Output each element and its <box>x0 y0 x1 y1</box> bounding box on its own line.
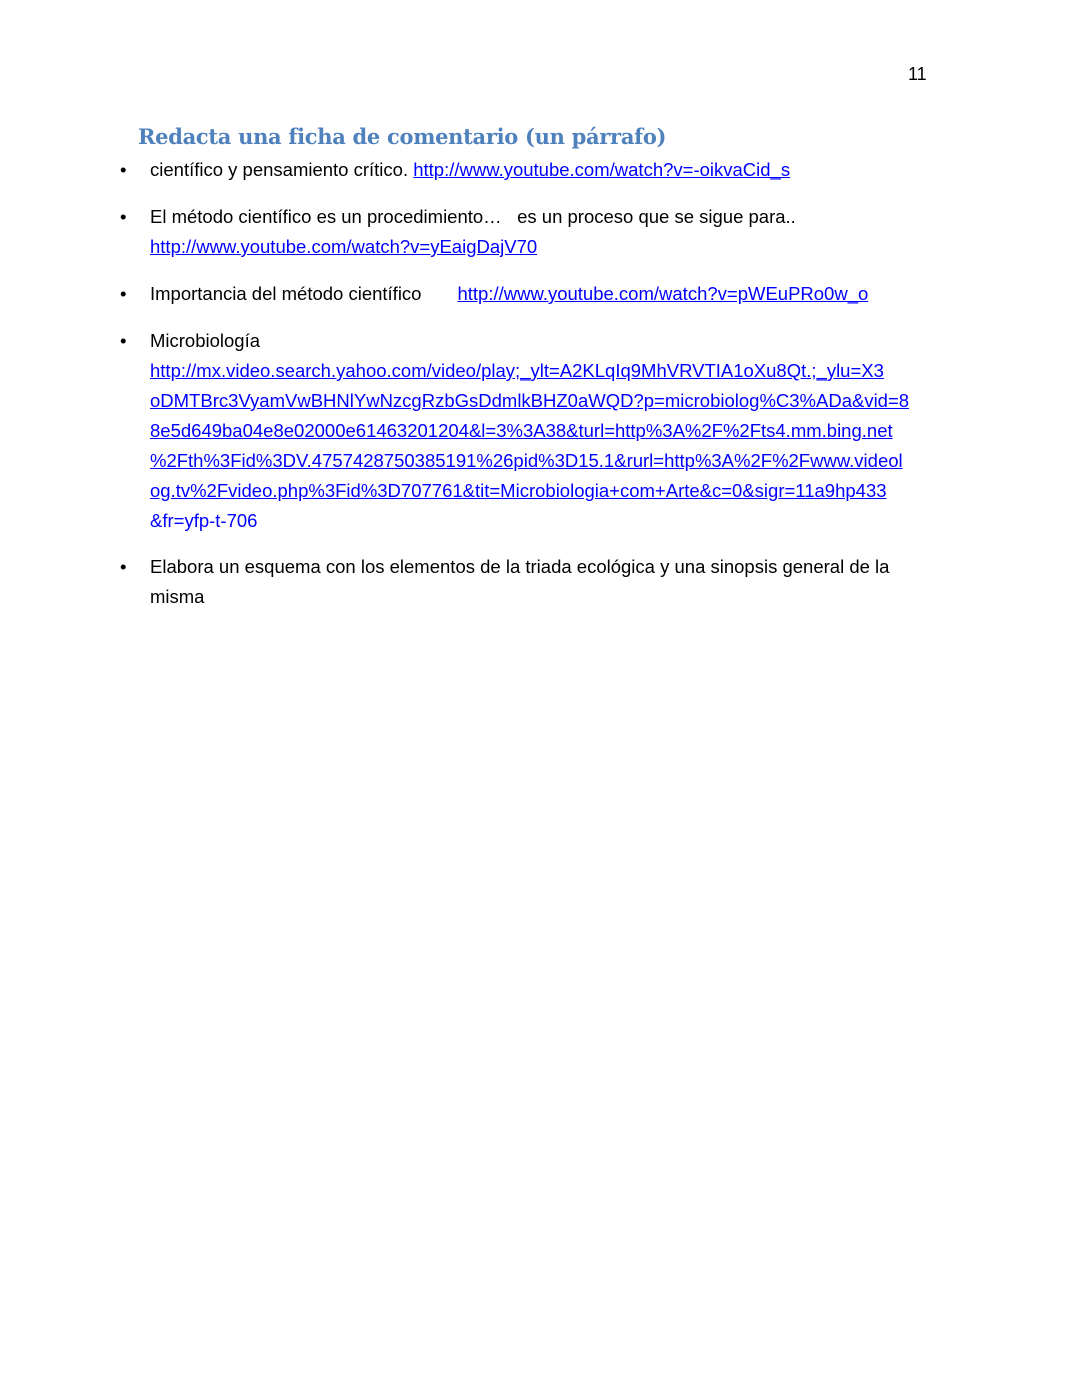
youtube-link[interactable]: http://www.youtube.com/watch?v=-oikvaCid_s <box>413 159 791 180</box>
link-line[interactable]: oDMTBrc3VyamVwBHNlYwNzcgRzbGsDdmlkBHZ0aWQD?p=microbiolog%C3%ADa&vid=8 <box>150 390 910 411</box>
list-item <box>120 552 889 612</box>
list-item <box>120 202 796 262</box>
link-line[interactable]: %2Fth%3Fid%3DV.4757428750385191%26pid%3D15.1&rurl=http%3A%2F%2Fwww.videol <box>150 450 903 471</box>
link-line[interactable]: 8e5d649ba04e8e02000e61463201204&l=3%3A38&turl=http%3A%2F%2Fts4.mm.bing.net <box>150 420 893 441</box>
youtube-link[interactable]: http://www.youtube.com/watch?v=yEaigDajV70 <box>150 236 538 257</box>
link-line[interactable]: &fr=yfp-t-706 <box>150 510 258 531</box>
youtube-link[interactable]: http://www.youtube.com/watch?v=pWEuPRo0w_o <box>457 283 869 304</box>
item-text: científico y pensamiento crítico. <box>150 159 414 180</box>
list-item <box>120 279 868 309</box>
bullet: • <box>120 206 127 227</box>
bullet: • <box>120 556 127 577</box>
yahoo-video-link[interactable] <box>150 356 909 531</box>
item-text: Microbiología <box>150 330 261 351</box>
page-number: 11 <box>908 64 927 84</box>
bullet: • <box>120 159 127 180</box>
item-text: El método científico es un procedimiento… es un proceso que se sigue para.. <box>150 206 796 227</box>
bullet: • <box>120 330 127 351</box>
item-text: misma <box>150 586 205 607</box>
bullet: • <box>120 283 127 304</box>
item-text: Elabora un esquema con los elementos de la triada ecológica y una sinopsis general de la <box>150 556 890 577</box>
section-heading: Redacta una ficha de comentario (un párrafo) <box>138 124 667 149</box>
link-line[interactable]: http://mx.video.search.yahoo.com/video/play;_ylt=A2KLqIq9MhVRVTIA1oXu8Qt.;_ylu=X3 <box>150 360 884 381</box>
item-text: Importancia del método científico <box>150 283 422 304</box>
list-item <box>120 326 909 536</box>
link-line[interactable]: og.tv%2Fvideo.php%3Fid%3D707761&tit=Microbiologia+com+Arte&c=0&sigr=11a9hp433 <box>150 480 887 501</box>
list-item <box>120 155 790 185</box>
